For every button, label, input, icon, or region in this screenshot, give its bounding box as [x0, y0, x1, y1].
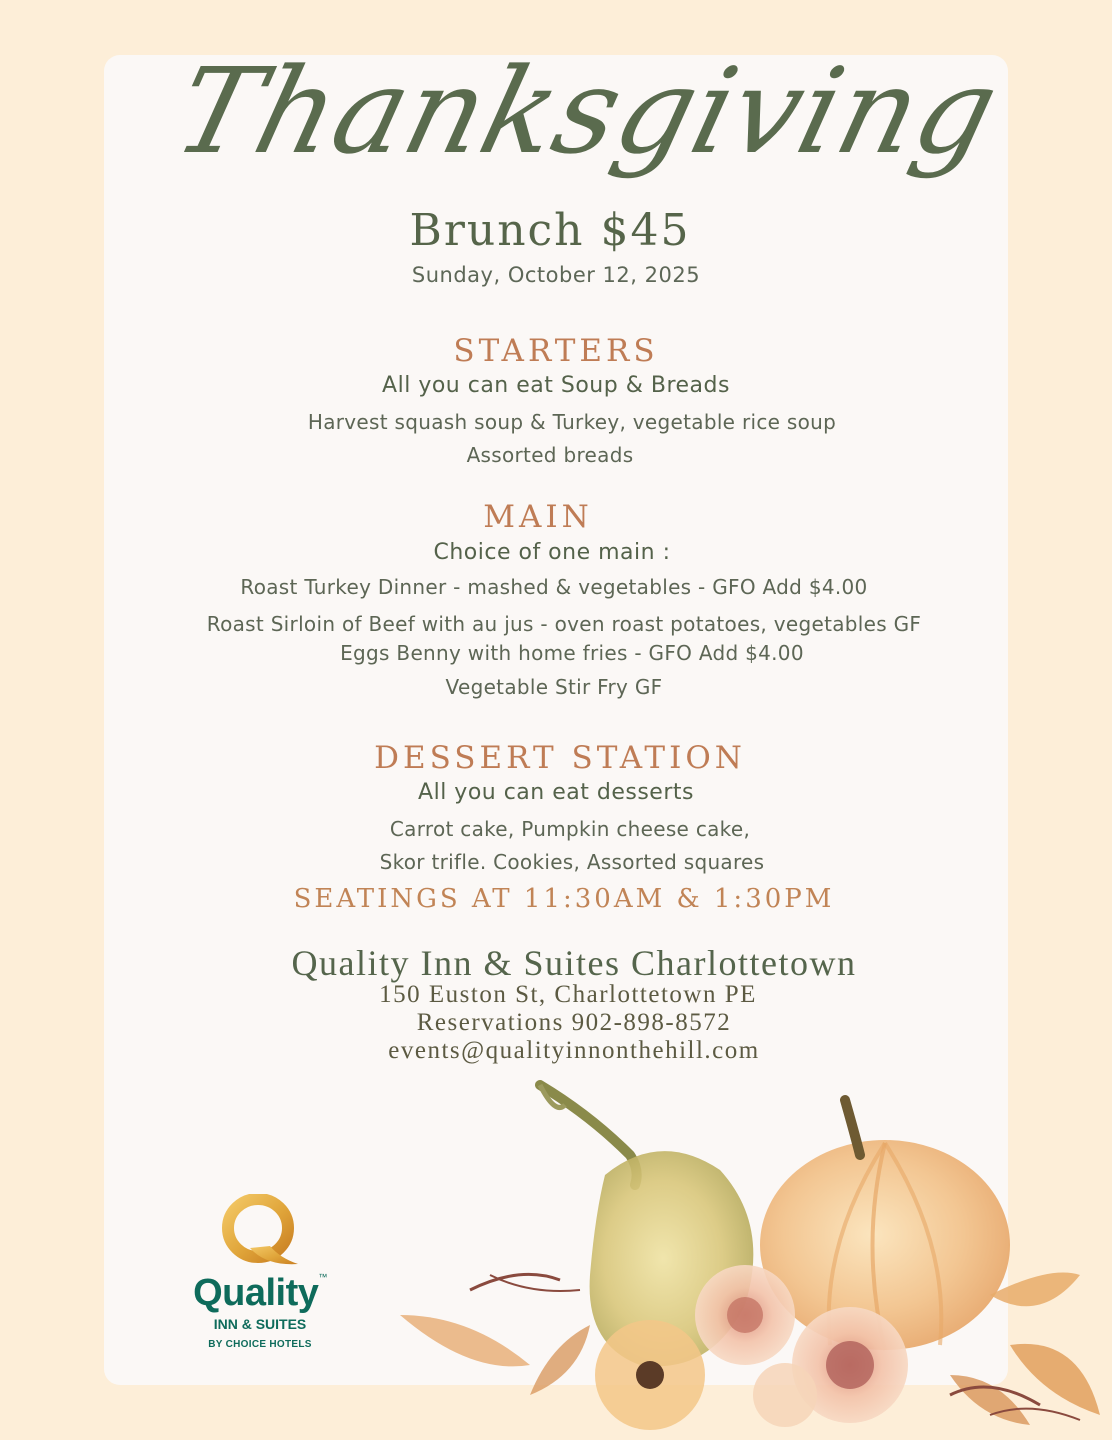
dessert-intro: All you can eat desserts [418, 780, 694, 805]
leaf [400, 1315, 530, 1366]
logo-line3: BY CHOICE HOTELS [208, 1339, 312, 1350]
seatings-times: SEATINGS AT 11:30AM & 1:30PM [293, 884, 835, 914]
dessert-heading: DESSERT STATION [374, 740, 746, 776]
reservations-phone: Reservations 902-898-8572 [416, 1009, 732, 1036]
main-item: Roast Sirloin of Beef with au jus - oven roast potatoes, vegetables GF [206, 612, 922, 636]
hotel-name: Quality Inn & Suites Charlottetown [291, 943, 857, 983]
quality-q-icon [220, 1194, 302, 1274]
menu-title: Thanksgiving [162, 42, 1012, 180]
starters-heading: STARTERS [453, 333, 659, 369]
leaf [1010, 1344, 1100, 1415]
logo-wordmark: Quality™ [193, 1272, 327, 1314]
main-item: Eggs Benny with home fries - GFO Add $4.00 [340, 641, 804, 665]
hotel-address: 150 Euston St, Charlottetown PE [379, 981, 757, 1008]
main-item: Vegetable Stir Fry GF [445, 675, 663, 699]
logo-line2: INN & SUITES [213, 1316, 307, 1332]
starters-item: Harvest squash soup & Turkey, vegetable rice soup [307, 410, 837, 434]
main-item: Roast Turkey Dinner - mashed & vegetables - GFO Add $4.00 [240, 575, 868, 599]
main-intro: Choice of one main : [433, 540, 671, 565]
event-date: Sunday, October 12, 2025 [411, 263, 701, 287]
starters-intro: All you can eat Soup & Breads [382, 373, 730, 398]
flower [753, 1363, 817, 1427]
contact-email: events@qualityinnonthehill.com [388, 1037, 760, 1064]
pumpkin-flower-illustration [390, 1075, 1112, 1440]
dessert-item: Skor trifle. Cookies, Assorted squares [379, 850, 765, 874]
leaf [950, 1375, 1030, 1425]
menu-subtitle: Brunch $45 [409, 205, 691, 256]
orange-pumpkin [760, 1140, 1010, 1350]
leaf [530, 1325, 590, 1395]
starters-item: Assorted breads [466, 443, 634, 467]
main-heading: MAIN [483, 499, 593, 535]
dessert-item: Carrot cake, Pumpkin cheese cake, [389, 817, 751, 841]
quality-inn-logo [175, 1190, 345, 1365]
